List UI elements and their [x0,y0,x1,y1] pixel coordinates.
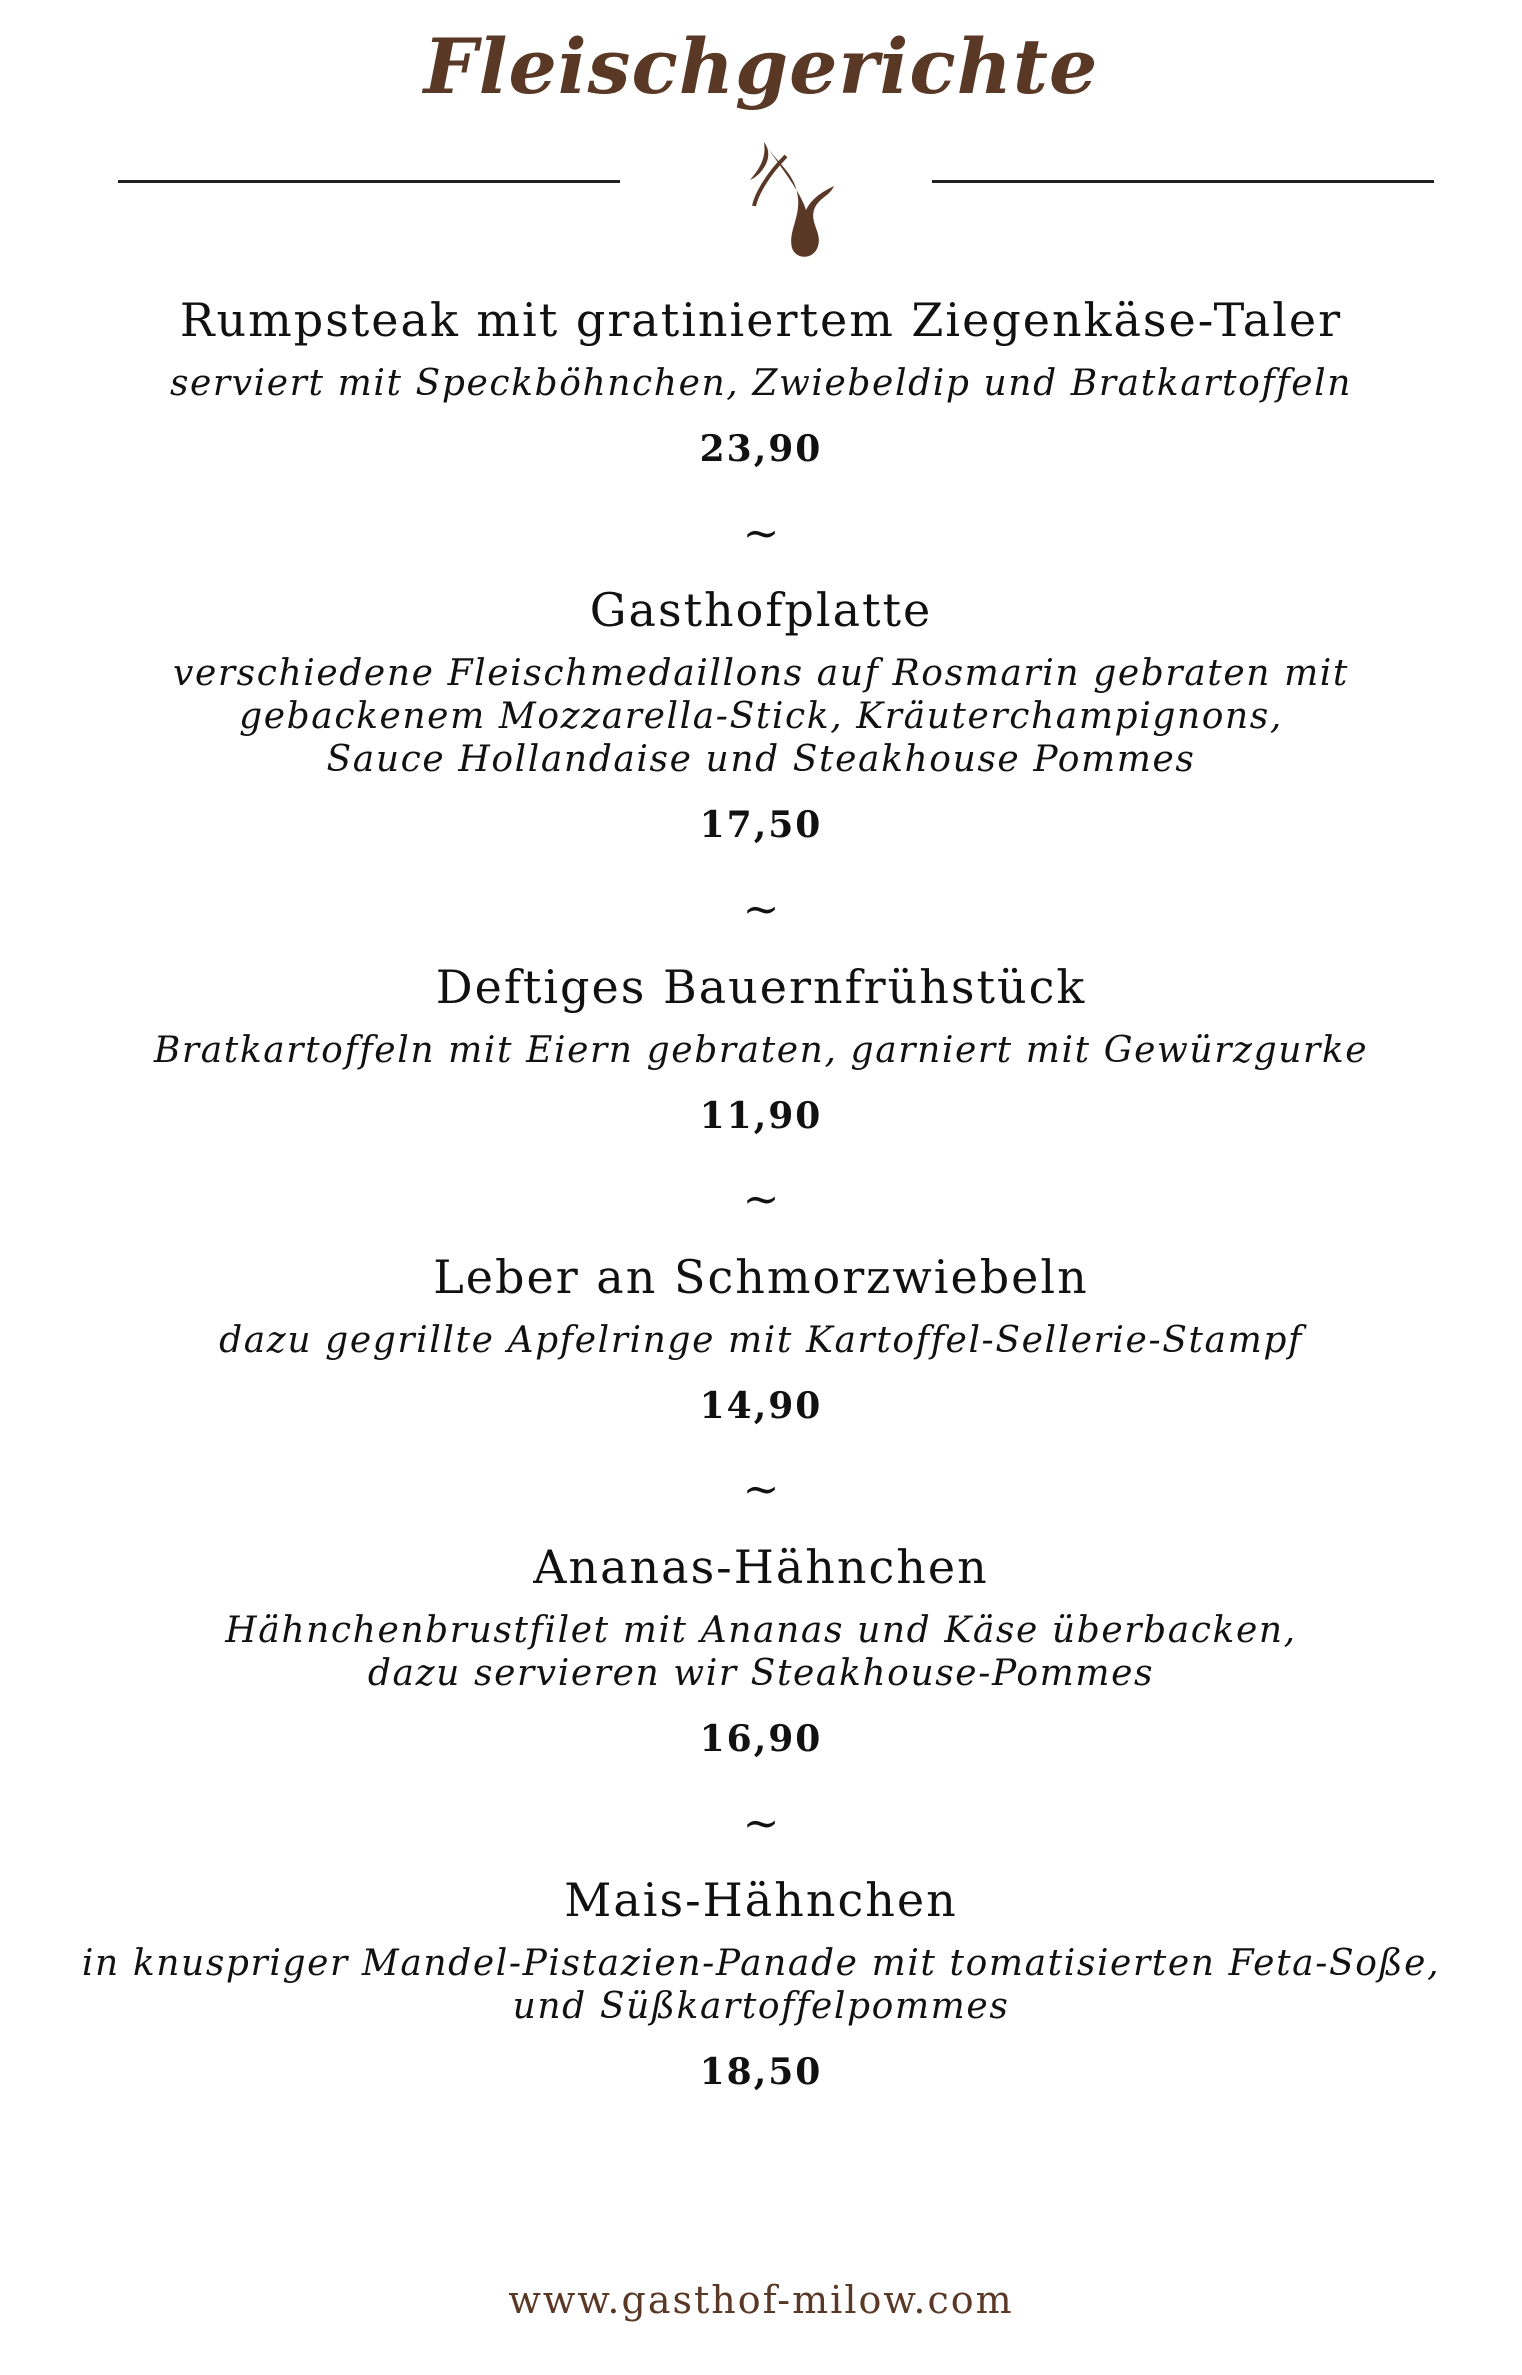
item-separator: ~ [742,1798,780,1849]
menu-item-description-line: verschiedene Fleischmedaillons auf Rosmarin gebraten mit [173,653,1349,694]
menu-item-name: Rumpsteak mit gratiniertem Ziegenkäse-Taler [179,293,1343,347]
menu-item-name: Ananas-Hähnchen [533,1540,989,1594]
menu-item-description [40,1942,1482,2028]
menu-item-description-line: dazu servieren wir Steakhouse-Pommes [367,1653,1155,1694]
menu-item-price: 18,50 [699,2051,823,2093]
menu-item-price: 17,50 [699,804,823,846]
menu-item-name: Deftiges Bauernfrühstück [435,960,1087,1014]
menu-item-description-line: Sauce Hollandaise und Steakhouse Pommes [326,739,1196,780]
menu-item-price: 14,90 [699,1385,823,1427]
menu-item [40,1537,1482,1761]
page-title: Fleischgerichte [423,22,1099,111]
item-separator: ~ [742,508,780,559]
menu-item-name: Mais-Hähnchen [564,1873,958,1927]
menu-item-description-line: Hähnchenbrustfilet mit Ananas und Käse überbacken, [225,1610,1297,1651]
swan-ornament-icon [726,136,846,266]
menu-item [40,1870,1482,2094]
menu-item-description [40,362,1482,405]
menu-item-description [40,1319,1482,1362]
menu-item-description-line: Bratkartoffeln mit Eiern gebraten, garniert mit Gewürzgurke [153,1030,1369,1071]
menu-item [40,1247,1482,1428]
menu-item-price: 11,90 [699,1095,823,1137]
menu-item-description-line: dazu gegrillte Apfelringe mit Kartoffel-Sellerie-Stampf [219,1320,1303,1361]
menu-item-description [40,1609,1482,1695]
menu-item [40,957,1482,1138]
menu-item-name: Gasthofplatte [589,583,933,637]
menu-item [40,290,1482,471]
divider-left [118,180,620,183]
menu-item-description-line: und Süßkartoffelpommes [512,1986,1010,2027]
menu-item-description-line: in knuspriger Mandel-Pistazien-Panade mit tomatisierten Feta-Soße, [81,1943,1441,1984]
menu-item-description [40,652,1482,781]
item-separator: ~ [742,1464,780,1515]
menu-item-description-line: serviert mit Speckböhnchen, Zwiebeldip und Bratkartoffeln [169,363,1353,404]
footer-website-link[interactable]: www.gasthof-milow.com [508,2278,1014,2322]
item-separator: ~ [742,884,780,935]
menu-item [40,580,1482,847]
menu-item-description-line: gebackenem Mozzarella-Stick, Kräuterchampignons, [239,696,1283,737]
divider-right [932,180,1434,183]
menu-item-description [40,1029,1482,1072]
menu-item-price: 16,90 [699,1718,823,1760]
menu-item-name: Leber an Schmorzwiebeln [433,1250,1089,1304]
item-separator: ~ [742,1174,780,1225]
menu-item-price: 23,90 [699,428,823,470]
